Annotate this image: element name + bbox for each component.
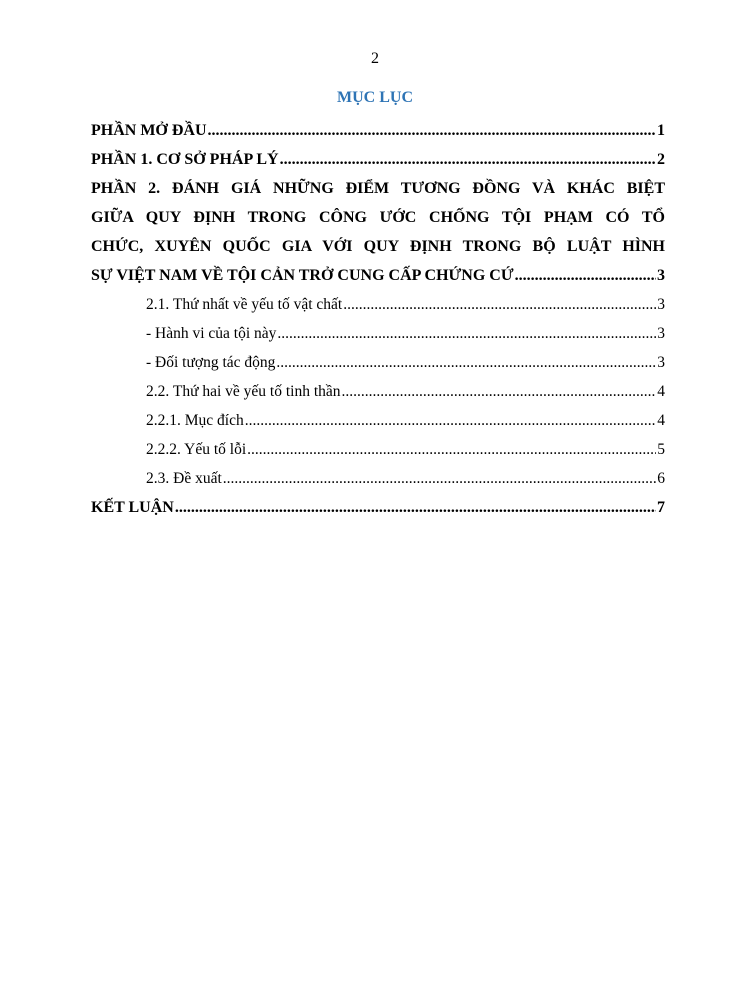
toc-entry-last-line: [91, 261, 665, 290]
toc-entry-page: 3: [657, 296, 665, 313]
table-of-contents: [91, 116, 665, 522]
toc-entry-text: PHẦN 1. CƠ SỞ PHÁP LÝ: [91, 151, 279, 168]
toc-dot-leader: [342, 377, 657, 406]
toc-entry-text: 2.2. Thứ hai về yếu tố tinh thần: [146, 383, 341, 400]
toc-entry-text: 2.3. Đề xuất: [146, 470, 222, 487]
toc-entry-page: 4: [657, 412, 665, 429]
toc-entry-2-2-2[interactable]: [91, 435, 665, 464]
toc-entry-part-2[interactable]: [91, 174, 665, 290]
toc-dot-leader: [208, 116, 656, 145]
toc-entry-page: 6: [657, 470, 665, 487]
toc-entry-intro[interactable]: [91, 116, 665, 145]
toc-entry-page: 4: [657, 383, 665, 400]
toc-entry-page: 1: [657, 122, 665, 139]
toc-entry-line: PHẦN 2. ĐÁNH GIÁ NHỮNG ĐIỂM TƯƠNG ĐỒNG VÀ KHÁC BIỆT: [91, 180, 665, 197]
page-number: 2: [371, 50, 379, 67]
toc-dot-leader: [175, 493, 656, 522]
toc-dot-leader: [280, 145, 656, 174]
toc-entry-page: 3: [657, 354, 665, 371]
toc-entry-object[interactable]: [91, 348, 665, 377]
toc-entry-text: KẾT LUẬN: [91, 499, 174, 516]
toc-dot-leader: [343, 290, 656, 319]
toc-entry-page: 2: [657, 151, 665, 168]
toc-entry-conclusion[interactable]: [91, 493, 665, 522]
toc-entry-behavior[interactable]: [91, 319, 665, 348]
toc-entry-page: 3: [657, 267, 665, 284]
toc-entry-page: 5: [657, 441, 665, 458]
toc-dot-leader: [223, 464, 656, 493]
toc-dot-leader: [247, 435, 656, 464]
toc-entry-part-1[interactable]: [91, 145, 665, 174]
toc-dot-leader: [515, 261, 656, 290]
toc-dot-leader: [276, 348, 656, 377]
toc-entry-text: - Đối tượng tác động: [146, 354, 276, 371]
toc-entry-text: 2.2.1. Mục đích: [146, 412, 244, 429]
toc-entry-text: - Hành vi của tội này: [146, 325, 277, 342]
toc-entry-page: 7: [657, 499, 665, 516]
toc-entry-2-3[interactable]: [91, 464, 665, 493]
toc-entry-2-2[interactable]: [91, 377, 665, 406]
toc-entry-text: SỰ VIỆT NAM VỀ TỘI CẢN TRỞ CUNG CẤP CHỨNG CỨ: [91, 267, 514, 284]
toc-entry-text: 2.1. Thứ nhất về yếu tố vật chất: [146, 296, 343, 313]
toc-entry-page: 3: [657, 325, 665, 342]
toc-entry-line: GIỮA QUY ĐỊNH TRONG CÔNG ƯỚC CHỐNG TỘI PHẠM CÓ TỔ: [91, 209, 665, 226]
toc-entry-line: CHỨC, XUYÊN QUỐC GIA VỚI QUY ĐỊNH TRONG BỘ LUẬT HÌNH: [91, 238, 665, 255]
toc-entry-2-1[interactable]: [91, 290, 665, 319]
toc-entry-2-2-1[interactable]: [91, 406, 665, 435]
toc-entry-text: PHẦN MỞ ĐẦU: [91, 122, 207, 139]
toc-dot-leader: [277, 319, 656, 348]
toc-dot-leader: [245, 406, 657, 435]
toc-title: MỤC LỤC: [337, 89, 413, 106]
toc-entry-text: 2.2.2. Yếu tố lỗi: [146, 441, 247, 458]
